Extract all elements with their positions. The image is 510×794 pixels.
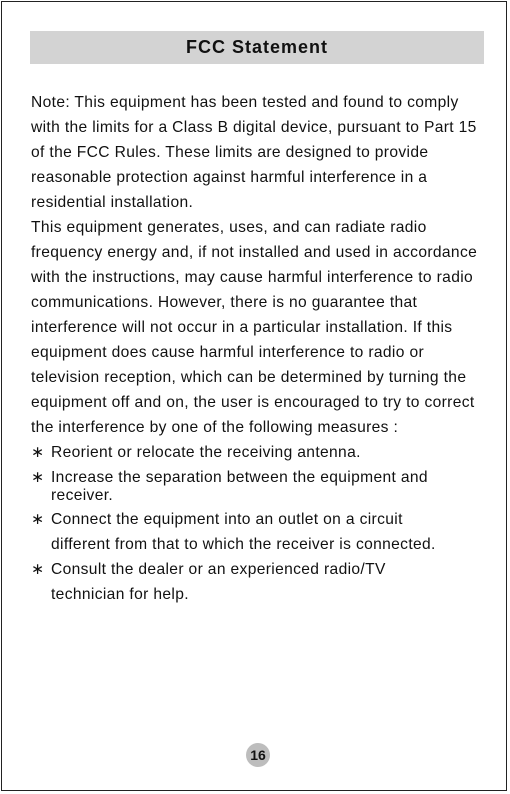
measure-line: technician for help. bbox=[51, 586, 189, 603]
measures-list bbox=[31, 440, 491, 607]
measure-line: Connect the equipment into an outlet on a circuit bbox=[51, 511, 403, 528]
manual-page bbox=[1, 1, 507, 791]
title-bar bbox=[30, 31, 484, 64]
measure-item bbox=[31, 465, 491, 504]
asterisk-bullet-icon: ∗ bbox=[31, 511, 45, 528]
interference-paragraph: This equipment generates, uses, and can radiate radio frequency energy and, if not installed and used in accordance with the instructions, may cause harmful interference to radio communications. However, there is no guarantee that interference will not occur in a particular installation. If this equipment does cause harmful interference to radio or television reception, which can be determined by turning the equipment off and on, the user is encouraged to try to correct the interference by one of the following measures : bbox=[31, 219, 478, 436]
measure-line: Reorient or relocate the receiving antenna. bbox=[51, 444, 361, 461]
measure-line: Increase the separation between the equipment and bbox=[51, 469, 428, 486]
note-paragraph: Note: This equipment has been tested and found to comply with the limits for a Class B digital device, pursuant to Part 15 of the FCC Rules. These limits are designed to provide reasonable protection against harmful interference in a residential installation. bbox=[31, 94, 477, 211]
asterisk-bullet-icon: ∗ bbox=[31, 561, 45, 578]
measure-item bbox=[31, 507, 491, 557]
asterisk-bullet-icon: ∗ bbox=[31, 444, 45, 461]
measure-line: Consult the dealer or an experienced radio/TV bbox=[51, 561, 386, 578]
measure-item bbox=[31, 440, 491, 465]
measure-item bbox=[31, 557, 491, 607]
measure-line: receiver. bbox=[51, 487, 114, 504]
measure-line: different from that to which the receiver is connected. bbox=[51, 536, 436, 553]
page-number-badge: 16 bbox=[246, 743, 270, 767]
statement-body bbox=[31, 90, 491, 607]
page-title: FCC Statement bbox=[185, 37, 328, 57]
asterisk-bullet-icon: ∗ bbox=[31, 469, 45, 486]
